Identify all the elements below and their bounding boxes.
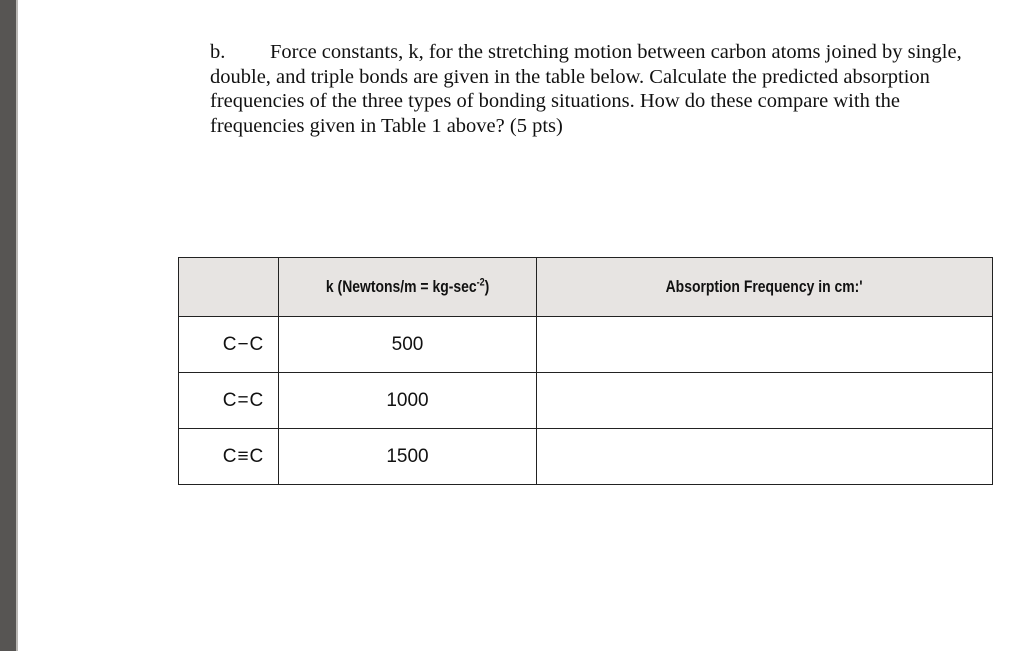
header-frequency: [537, 258, 993, 317]
force-constant-table: [178, 257, 993, 485]
bond-single-cell: C−C: [179, 317, 279, 373]
header-k-suffix: ): [484, 277, 490, 296]
table-row: [179, 317, 993, 373]
question-marker: b.: [210, 41, 226, 63]
bond-triple-cell: C≡C: [179, 429, 279, 485]
header-bond: [179, 258, 279, 317]
header-k-exponent: -2: [476, 276, 485, 289]
bond-double-cell: C=C: [179, 373, 279, 429]
k-value-cell: 500: [279, 317, 537, 373]
frequency-answer-cell[interactable]: [537, 429, 993, 485]
header-frequency-label: Absorption Frequency in cm:': [666, 277, 863, 296]
viewer-side-bar: [0, 0, 16, 651]
header-k-label: k (Newtons/m = kg-sec: [325, 277, 477, 296]
k-value-cell: 1500: [279, 429, 537, 485]
document-page: [18, 0, 1024, 651]
question-text: Force constants, k, for the stretching motion between carbon atoms joined by single, double, and triple bonds are given in the table below. Calculate the predicted absorption frequencies of the three types of bonding situations. How do these compare with the frequencies given in Table 1 above? (5 pts): [210, 41, 962, 137]
table-header-row: [179, 258, 993, 317]
k-value-cell: 1000: [279, 373, 537, 429]
table-row: [179, 429, 993, 485]
question-paragraph: [210, 40, 970, 138]
frequency-answer-cell[interactable]: [537, 373, 993, 429]
header-k: [279, 258, 537, 317]
frequency-answer-cell[interactable]: [537, 317, 993, 373]
table-row: [179, 373, 993, 429]
